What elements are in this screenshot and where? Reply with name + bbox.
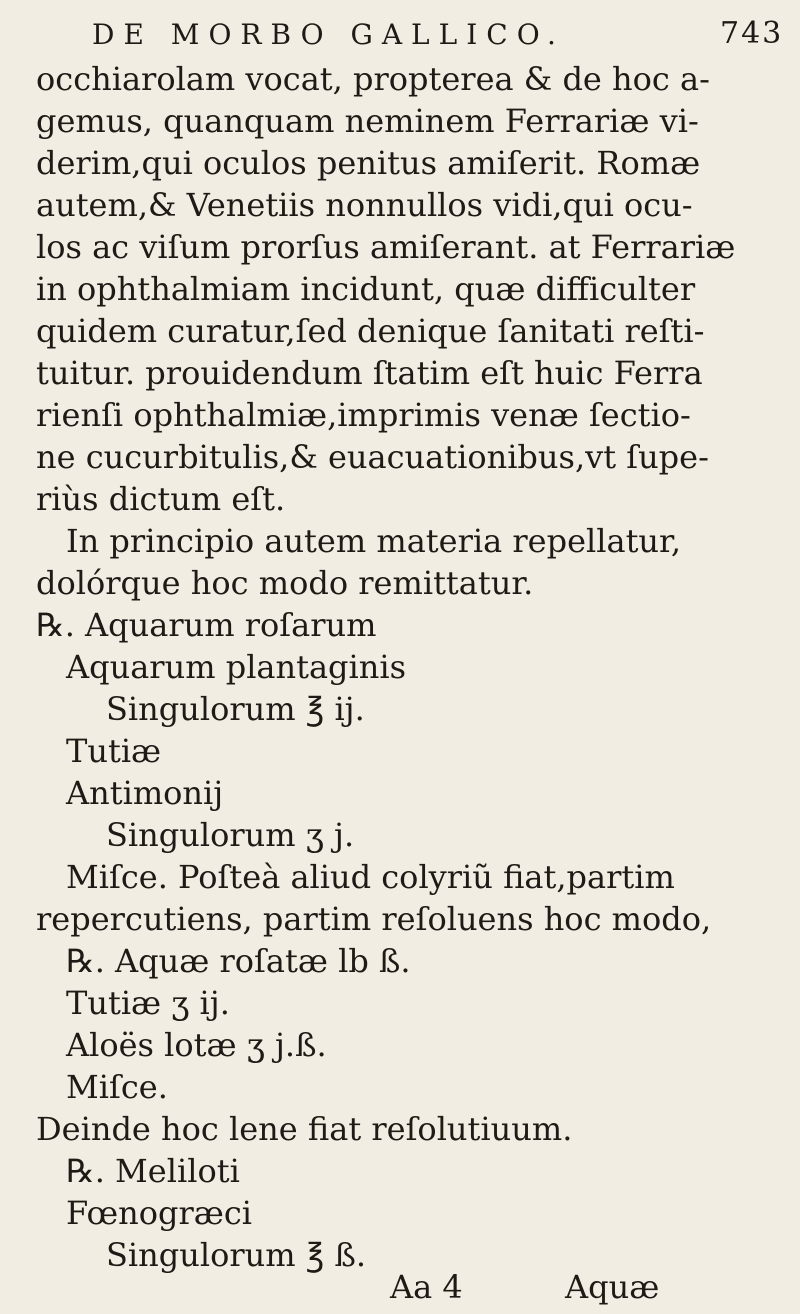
text-line: rienſi ophthalmiæ,imprimis venæ ſectio-: [36, 396, 691, 434]
page-footer: [0, 1268, 800, 1314]
running-head: DE MORBO GALLICO.: [92, 18, 565, 51]
text-line: dolórque hoc modo remittatur.: [36, 564, 534, 602]
text-line: derim,qui oculos penitus amiſerit. Romæ: [36, 144, 701, 182]
recipe-line: Aquarum plantaginis: [66, 648, 407, 686]
text-line: Miſce. Poſteà aliud colyriũ fiat,partim: [66, 858, 675, 896]
recipe-line: ℞. Aquæ roſatæ lb ß.: [66, 942, 411, 980]
text-line: ne cucurbitulis,& euacuationibus,vt ſupe-: [36, 438, 709, 476]
recipe-line: Miſce.: [66, 1068, 168, 1106]
recipe-line: Singulorum ℥ ß.: [106, 1236, 366, 1274]
text-line: Deinde hoc lene fiat reſolutiuum.: [36, 1110, 573, 1148]
text-line: repercutiens, partim reſoluens hoc modo,: [36, 900, 712, 938]
text-line: los ac viſum prorſus amiſerant. at Ferrariæ: [36, 228, 736, 266]
recipe-line: Antimonij: [66, 774, 224, 812]
text-line: in ophthalmiam incidunt, quæ difficulter: [36, 270, 696, 308]
text-line: autem,& Venetiis nonnullos vidi,qui ocu-: [36, 186, 693, 224]
recipe-line: Aloës lotæ ʒ j.ß.: [66, 1026, 327, 1064]
text-line: quidem curatur,ſed denique ſanitati reſti-: [36, 312, 705, 350]
text-line: occhiarolam vocat, propterea & de hoc a-: [36, 60, 710, 98]
recipe-line: Singulorum ʒ j.: [106, 816, 355, 854]
recipe-line: ℞. Aquarum roſarum: [36, 606, 377, 644]
text-line: gemus, quanquam neminem Ferrariæ vi-: [36, 102, 699, 140]
signature-mark: Aa 4: [390, 1268, 463, 1306]
page-number: 743: [720, 16, 784, 51]
page-header: [0, 14, 800, 58]
text-line: tuitur. prouidendum ſtatim eſt huic Ferra: [36, 354, 703, 392]
recipe-line: Fœnogræci: [66, 1194, 252, 1232]
recipe-line: Singulorum ℥ ij.: [106, 690, 365, 728]
recipe-line: Tutiæ ʒ ij.: [66, 984, 230, 1022]
catchword: Aquæ: [565, 1268, 660, 1306]
recipe-line: Tutiæ: [66, 732, 162, 770]
recipe-line: ℞. Meliloti: [66, 1152, 240, 1190]
text-line: In principio autem materia repellatur,: [66, 522, 681, 560]
text-line: riùs dictum eſt.: [36, 480, 286, 518]
